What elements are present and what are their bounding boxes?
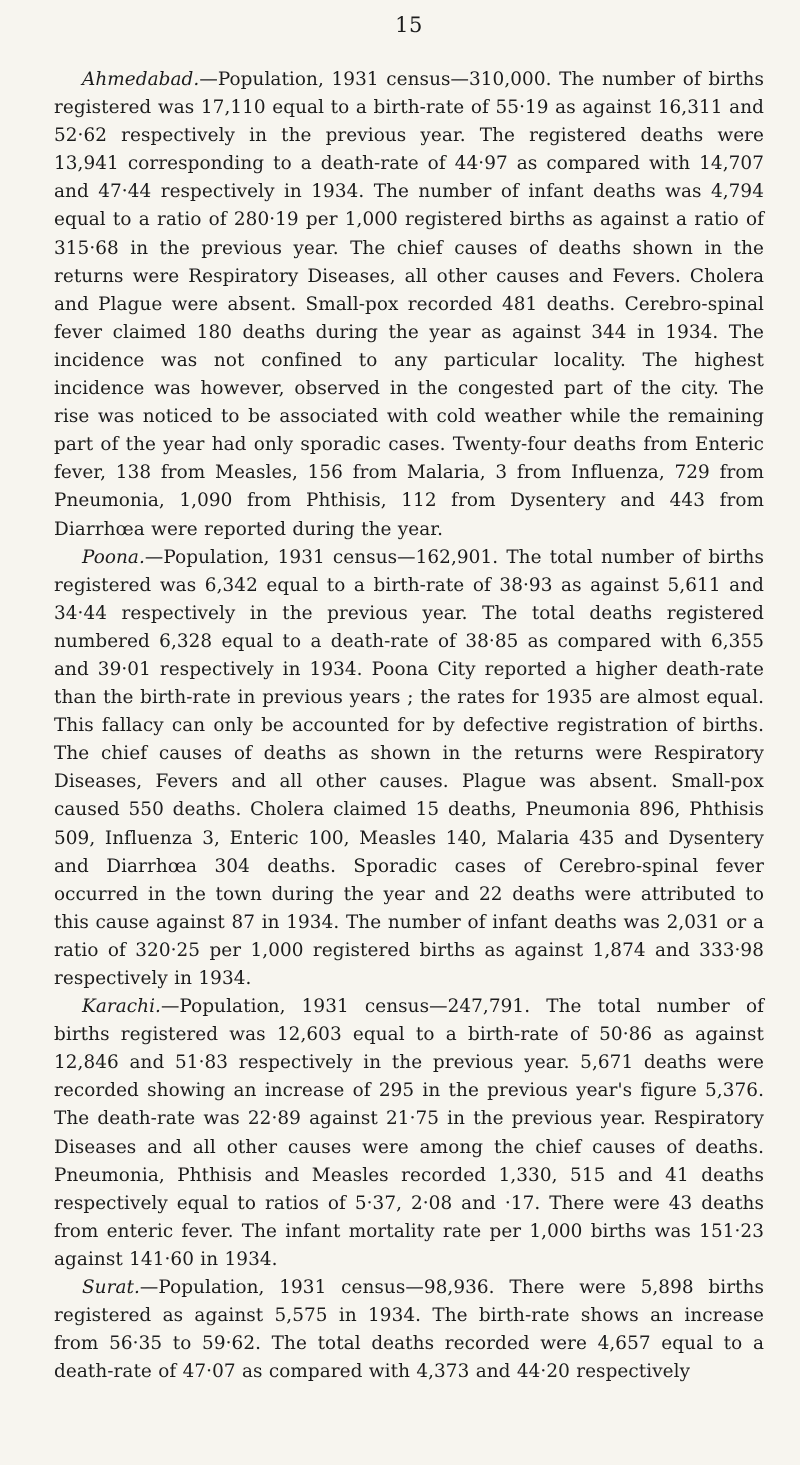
- city-name: Karachi.: [82, 996, 161, 1018]
- city-name: Surat.: [82, 1277, 140, 1299]
- paragraph-text: —Population, 1931 census—310,000. The number of births registered was 17,110 equal to a birth-rate of 55·19 as against 16,311 and 52·62 respectively in the previous year. The registered deaths were 13,941 corresponding to a death-rate of 44·97 as compared with 14,707 and 47·44 respectively in 1934. The number of infant deaths was 4,794 equal to a ratio of 280·19 per 1,000 registered births as against a ratio of 315·68 in the previous year. The chief causes of deaths shown in the returns were Respiratory Diseases, all other causes and Fevers. Cholera and Plague were absent. Small-pox recorded 481 deaths. Cerebro-spinal fever claimed 180 deaths during the year as against 344 in 1934. The incidence was not confined to any particular locality. The highest incidence was however, observed in the congested part of the city. The rise was noticed to be associated with cold weather while the remaining part of the year had only sporadic cases. Twenty-four deaths from Enteric fever, 138 from Measles, 156 from Malaria, 3 from Influenza, 729 from Pneumonia, 1,090 from Phthisis, 112 from Dysentery and 443 from Diarrhœa were reported during the year.: [54, 69, 764, 540]
- paragraph-text: —Population, 1931 census—247,791. The total number of births registered was 12,603 equal to a birth-rate of 50·86 as against 12,846 and 51·83 respectively in the previous year. 5,671 deaths were recorded showing an increase of 295 in the previous year's figure 5,376. The death-rate was 22·89 against 21·75 in the previous year. Respiratory Diseases and all other causes were among the chief causes of deaths. Pneumonia, Phthisis and Measles recorded 1,330, 515 and 41 deaths respectively equal to ratios of 5·37, 2·08 and ·17. There were 43 deaths from enteric fever. The infant mortality rate per 1,000 births was 151·23 against 141·60 in 1934.: [54, 996, 764, 1270]
- paragraph-ahmedabad: [54, 66, 764, 544]
- city-name: Poona.: [82, 546, 145, 568]
- paragraph-text: —Population, 1931 census—98,936. There were 5,898 births registered as against 5,575 in 1934. The birth-rate shows an increase from 56·35 to 59·62. The total deaths recorded were 4,657 equal to a death-rate of 47·07 as compared with 4,373 and 44·20 respectively: [54, 1277, 764, 1383]
- paragraph-poona: [54, 544, 764, 994]
- page-number: 15: [395, 13, 423, 37]
- paragraph-surat: [54, 1274, 764, 1386]
- city-name: Ahmedabad.: [82, 69, 200, 90]
- paragraph-karachi: [54, 993, 764, 1274]
- paragraph-text: —Population, 1931 census—162,901. The total number of births registered was 6,342 equal to a birth-rate of 38·93 as against 5,611 and 34·44 respectively in the previous year. The total deaths registered numbered 6,328 equal to a death-rate of 38·85 as compared with 6,355 and 39·01 respectively in 1934. Poona City reported a higher death-rate than the birth-rate in previous years ; the rates for 1935 are almost equal. This fallacy can only be accounted for by defective registration of births. The chief causes of deaths as shown in the returns were Respiratory Diseases, Fevers and all other causes. Plague was absent. Small-pox caused 550 deaths. Cholera claimed 15 deaths, Pneumonia 896, Phthisis 509, Influenza 3, Enteric 100, Measles 140, Malaria 435 and Dysentery and Diarrhœa 304 deaths. Sporadic cases of Cerebro-spinal fever occurred in the town during the year and 22 deaths were attributed to this cause against 87 in 1934. The number of infant deaths was 2,031 or a ratio of 320·25 per 1,000 registered births as against 1,874 and 333·98 respectively in 1934.: [54, 546, 764, 989]
